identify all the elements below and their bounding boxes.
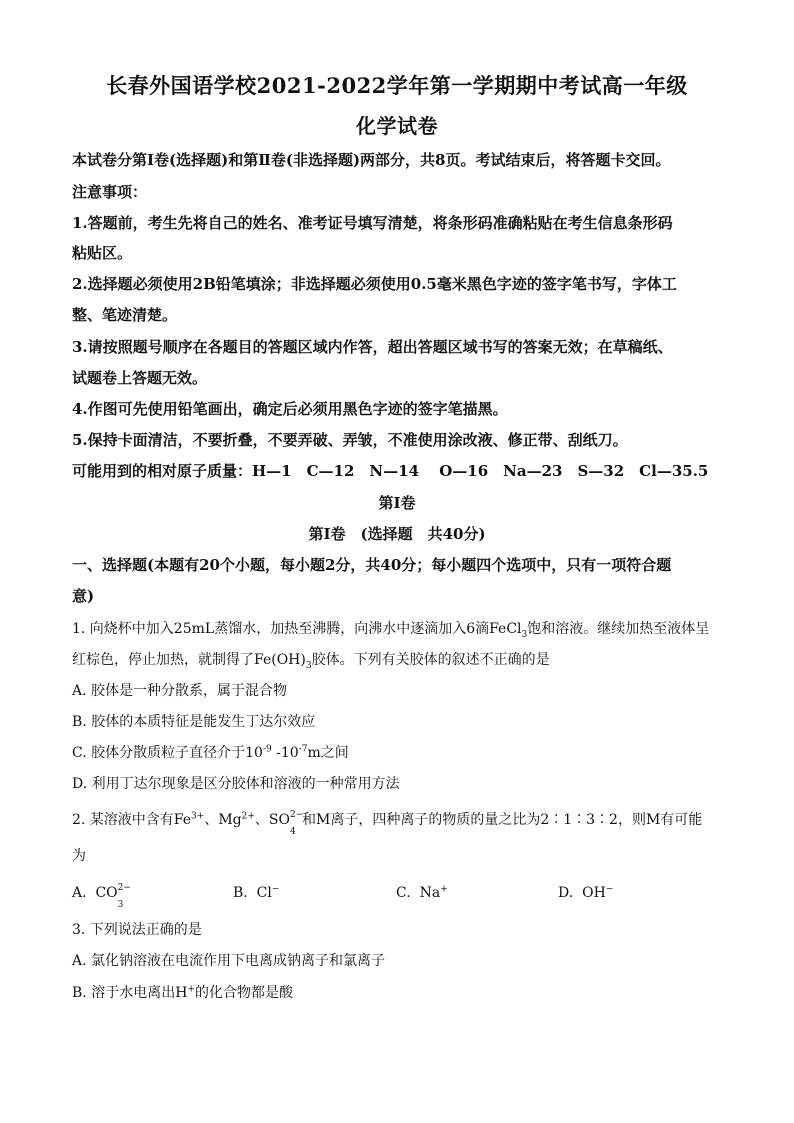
q2-stem-line2: 为 (72, 848, 86, 864)
notice-item: 1.答题前，考生先将自己的姓名、准考证号填写清楚，将条形码准确粘贴在考生信息条形码 (72, 214, 673, 232)
q1-stem-line2: 红棕色，停止加热，就制得了$Fe(OH)_3$胶体。下列有关胶体的叙述不正确的是 (72, 652, 550, 671)
section-title: 第Ⅰ卷 (378, 494, 416, 512)
q3-stem: 3. 下列说法正确的是 (72, 922, 202, 938)
notice-item: 粘贴区。 (72, 244, 133, 262)
notice-item: 试题卷上答题无效。 (72, 369, 208, 387)
q2-stem-line1: 2. 某溶液中含有$Fe^{3+}$、$Mg^{2+}$、SO 2− 4 和M离子，四种离子的物质的量之比为2∶1∶3∶2，则M有可能 (72, 810, 703, 837)
notice-item: 整、笔迹清楚。 (72, 306, 178, 324)
q3-option-b: B. 溶于水电离出H+的化合物都是酸 (72, 984, 293, 1001)
q2-option-d: D. OH− (558, 884, 614, 901)
q2-option-a: A. CO 2− 3 (72, 883, 131, 910)
q2-option-c: C. Na+ (396, 884, 448, 901)
atomic-masses: 可能用到的相对原子质量：H—1 C—12 N—14 O—16 Na—23 S—32 Cl—35.5 (72, 462, 709, 480)
q3-option-a: A. 氯化钠溶液在电流作用下电离成钠离子和氯离子 (72, 953, 386, 969)
q1-stem-line1: 1. 向烧杯中加入25mL蒸馏水，加热至沸腾，向沸水中逐滴加入6滴FeCl$_3$饱和溶液。继续加热至液体呈 (72, 621, 710, 640)
notice-item: 5.保持卡面清洁，不要折叠，不要弄破、弄皱，不准使用涂改液、修正带、刮纸刀。 (72, 431, 628, 449)
part-instructions-line2: 意) (72, 587, 95, 605)
q2-option-b: B. Cl− (233, 884, 280, 901)
q1-option-c: C. 胶体分散质粒子直径介于$10^{-9}$ $-10^{-7}m$之间 (72, 744, 349, 761)
section-subtitle: 第Ⅰ卷 (选择题 共40分) (308, 525, 486, 543)
q1-option-d: D. 利用丁达尔现象是区分胶体和溶液的一种常用方法 (72, 776, 400, 792)
notice-item: 4.作图可先使用铅笔画出，确定后必须用黑色字迹的签字笔描黑。 (72, 400, 508, 418)
q1-option-a: A. 胶体是一种分散系，属于混合物 (72, 683, 288, 699)
exam-subtitle: 化学试卷 (356, 114, 438, 138)
q1-option-b: B. 胶体的本质特征是能发生丁达尔效应 (72, 714, 316, 730)
notice-item: 2.选择题必须使用2B铅笔填涂；非选择题必须使用0.5毫米黑色字迹的签字笔书写，字体工 (72, 275, 677, 293)
part-instructions-line1: 一、选择题(本题有20个小题，每小题2分，共40分；每小题四个选项中，只有一项符合题 (72, 556, 672, 574)
instructions-intro: 本试卷分第Ⅰ卷(选择题)和第Ⅱ卷(非选择题)两部分，共8页。考试结束后，将答题卡交回。 (72, 151, 671, 169)
exam-title: 长春外国语学校2021-2022学年第一学期期中考试高一年级 (106, 73, 688, 98)
notice-item: 3.请按照题号顺序在各题目的答题区域内作答，超出答题区域书写的答案无效；在草稿纸、 (72, 338, 673, 356)
notice-title: 注意事项： (72, 183, 148, 201)
